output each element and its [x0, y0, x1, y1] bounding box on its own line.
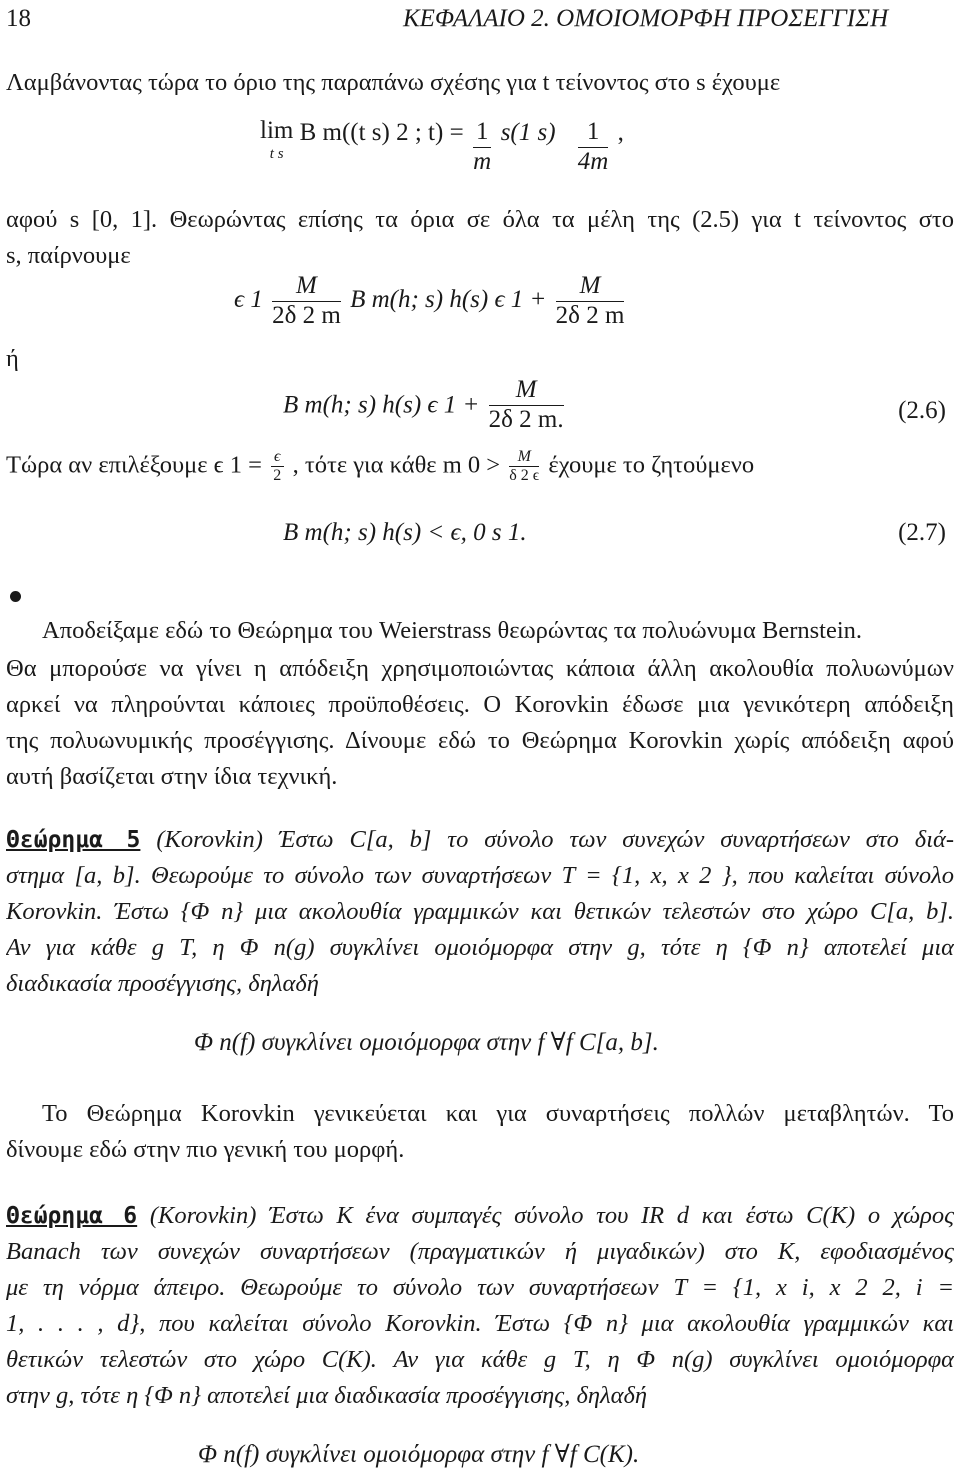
bounds-fraction-right: $\frac{M}{2\delta 2 m}$ — [555, 272, 625, 329]
equation-limit — [260, 118, 624, 177]
paragraph-3-line-1: Το Θεώρημα Korovkin γενικεύεται και για συναρτήσεις πολλών μεταβλητών. Το — [42, 1100, 954, 1127]
theorem-5 — [6, 822, 954, 1002]
bounds-fraction-left: $\frac{M}{2\delta 2 m}$ — [272, 272, 341, 329]
page-number: 18 — [6, 5, 31, 32]
theorem-5-equation: Φ n(f) συγκλίνει ομοιόμορφα στην f ∀f C[a, b]. — [194, 1029, 659, 1056]
theorem-6-line-3: με τη νόρμα άπειρο. Θεωρούμε το σύνολο των συναρτήσεων T = {1, x i, x 2 2, i = — [6, 1274, 954, 1301]
m-over-delta-epsilon: $\frac{M}{\delta 2 \epsilon}$ — [509, 448, 540, 485]
theorem-6-line-4: 1, . . . , d}, που καλείται σύνολο Korovkin. Έστω {Φ n} μια ακολουθία γραμμικών και — [6, 1310, 954, 1337]
paragraph-2-line-4: της πολυωνυμικής προσέγγισης. Δίνουμε εδώ το Θεώρημα Korovkin χωρίς απόδειξη αφού — [6, 727, 954, 754]
limit-expression: B m((t s) 2 ; t) = — [299, 119, 464, 146]
intro-line: Λαμβάνοντας τώρα το όριο της παραπάνω σχέσης για t τείνοντος στο s έχουμε — [6, 69, 781, 96]
theorem-5-line-1: Θεώρημα 5 (Korovkin) Έστω C[a, b] το σύνολο των συνεχών συναρτήσεων στο διά- — [6, 826, 954, 853]
theorem-6-line-1: Θεώρημα 6 (Korovkin) Έστω K ένα συμπαγές σύνολο του IR d και έστω C(K) ο χώρος — [6, 1202, 954, 1229]
paragraph-1-line-2: s, παίρνουμε — [6, 242, 131, 269]
paragraph-3-line-2: δίνουμε εδώ στην πιο γενική του μορφή. — [6, 1136, 405, 1163]
equation-2-7: B m(h; s) h(s) < ϵ, 0 s 1. — [283, 519, 527, 546]
choose-part-3: έχουμε το ζητούμενο — [548, 451, 755, 479]
theorem-6 — [6, 1198, 954, 1414]
equation-2-6 — [283, 376, 567, 435]
theorem-5-line-5: διαδικασία προσέγγισης, δηλαδή — [6, 970, 319, 997]
or-word: ή — [6, 345, 19, 372]
eq-2-6-expression: B m(h; s) h(s) ϵ 1 + — [283, 391, 480, 419]
theorem-5-line-2: στημα [a, b]. Θεωρούμε το σύνολο των συναρτήσεων T = {1, x, x 2 }, που καλείται σύνολο — [6, 862, 954, 889]
choose-epsilon-line — [6, 448, 754, 486]
equation-number-2-6: (2.6) — [898, 397, 946, 424]
equation-number-2-7: (2.7) — [898, 519, 946, 546]
theorem-6-equation: Φ n(f) συγκλίνει ομοιόμορφα στην f ∀f C(K). — [198, 1441, 640, 1468]
theorem-5-line-3: Korovkin. Έστω {Φ n} μια ακολουθία γραμμικών και θετικών τελεστών στο χώρο C[a, b]. — [6, 898, 954, 925]
paragraph-2-line-5: αυτή βασίζεται στην ίδια τεχνική. — [6, 763, 338, 790]
chapter-title: ΚΕΦΑΛΑΙΟ 2. ΟΜΟΙΟΜΟΡΦΗ ΠΡΟΣΕΓΓΙΣΗ — [403, 5, 889, 32]
limit-comma: , — [617, 119, 624, 146]
limit-middle: s(1 s) — [500, 119, 556, 146]
epsilon-over-2: $\frac{\epsilon}{2}$ — [271, 448, 283, 486]
theorem-6-line-5: θετικών τελεστών στο χώρο C(K). Αν για κάθε g T, η Φ n(g) συγκλίνει ομοιόμορφα — [6, 1346, 954, 1373]
choose-part-1: Τώρα αν επιλέξουμε ϵ 1 = — [6, 451, 262, 479]
paragraph-2-line-2: Θα μπορούσε να γίνει η απόδειξη χρησιμοποιώντας κάποια άλλη ακολουθία πολυωνύμων — [6, 655, 954, 682]
choose-part-2: , τότε για κάθε m 0 > — [292, 451, 501, 479]
theorem-5-label: Θεώρημα 5 — [6, 827, 141, 853]
paragraph-1-line-1: αφού s [0, 1]. Θεωρώντας επίσης τα όρια σε όλα τα μέλη της (2.5) για t τείνοντος στο — [6, 206, 954, 233]
bullet-marker — [10, 591, 21, 602]
bounds-left: ϵ 1 — [234, 285, 270, 313]
paragraph-2-line-3: αρκεί να πληρούνται κάποιες προϋποθέσεις. Ο Korovkin έδωσε μια γενικότερη απόδειξη — [6, 691, 954, 718]
fraction-1-over-m: $\frac{1}{m}$ — [473, 118, 492, 175]
theorem-6-line-6: στην g, τότε η {Φ n} αποτελεί μια διαδικασία προσέγγισης, δηλαδή — [6, 1382, 648, 1409]
paragraph-2-line-1: Αποδείξαμε εδώ το Θεώρημα του Weierstrass θεωρώντας τα πολυώνυμα Bernstein. — [42, 617, 863, 644]
theorem-6-label: Θεώρημα 6 — [6, 1203, 138, 1229]
paragraph-1 — [6, 202, 954, 274]
theorem-5-line-4: Αν για κάθε g T, η Φ n(g) συγκλίνει ομοιόμορφα στην g, τότε η {Φ n} αποτελεί μια — [6, 934, 954, 961]
lim-subscript: t s — [269, 146, 284, 162]
fraction-1-over-4m: $\frac{1}{4m}$ — [577, 118, 609, 175]
theorem-6-line-2: Banach των συνεχών συναρτήσεων (πραγματικών ή μιγαδικών) στο K, εφοδιασμένος — [6, 1238, 954, 1265]
paragraph-2 — [6, 651, 954, 795]
eq-2-6-fraction: $\frac{M}{2\delta 2 m.}$ — [488, 376, 564, 433]
bounds-middle: B m(h; s) h(s) ϵ 1 + — [350, 285, 547, 313]
paragraph-3 — [6, 1096, 954, 1168]
equation-bounds — [234, 272, 627, 331]
lim-operator: lim t s — [260, 117, 294, 162]
